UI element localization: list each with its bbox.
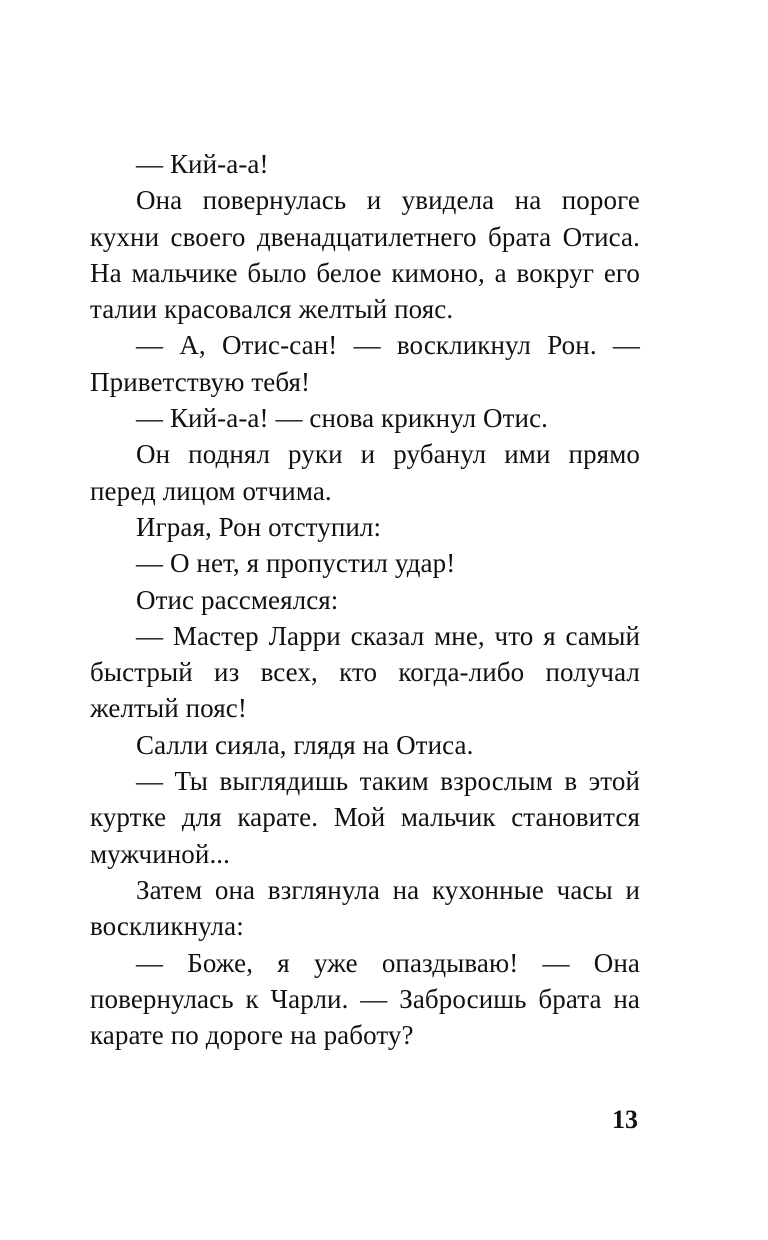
paragraph-11: — Ты выглядишь таким взрослым в этой куртке для карате. Мой мальчик становится мужчиной...: [90, 766, 640, 869]
paragraph-4: — Кий-а-а! — снова крикнул Отис.: [136, 403, 549, 434]
paragraph-13: — Боже, я уже опаздываю! — Она повернулась к Чарли. — Забросишь брата на карате по дороге на работу?: [90, 947, 640, 1051]
paragraph-1: — Кий-а-а!: [136, 149, 269, 179]
body-text: [90, 146, 640, 1053]
page-number: 13: [612, 1105, 638, 1134]
paragraph-2: Она повернулась и увидела на пороге кухни своего двенадцатилетнего брата Отиса. На мальчике было белое кимоно, а вокруг его талии красовался желтый пояс.: [90, 185, 640, 325]
paragraph-5: Он поднял руки и рубанул ими прямо перед лицом отчима.: [90, 439, 640, 506]
paragraph-8: Отис рассмеялся:: [136, 584, 339, 615]
paragraph-7: — О нет, я пропустил удар!: [136, 548, 456, 579]
paragraph-9: — Мастер Ларри сказал мне, что я самый быстрый из всех, кто когда-либо получал желтый пояс!: [90, 620, 640, 724]
paragraph-6: Играя, Рон отступил:: [136, 511, 382, 542]
paragraph-12: Затем она взглянула на кухонные часы и воскликнула:: [90, 874, 640, 942]
paragraph-10: Салли сияла, глядя на Отиса.: [136, 729, 474, 760]
paragraph-3: — А, Отис-сан! — воскликнул Рон. — Приветствую тебя!: [90, 330, 640, 397]
